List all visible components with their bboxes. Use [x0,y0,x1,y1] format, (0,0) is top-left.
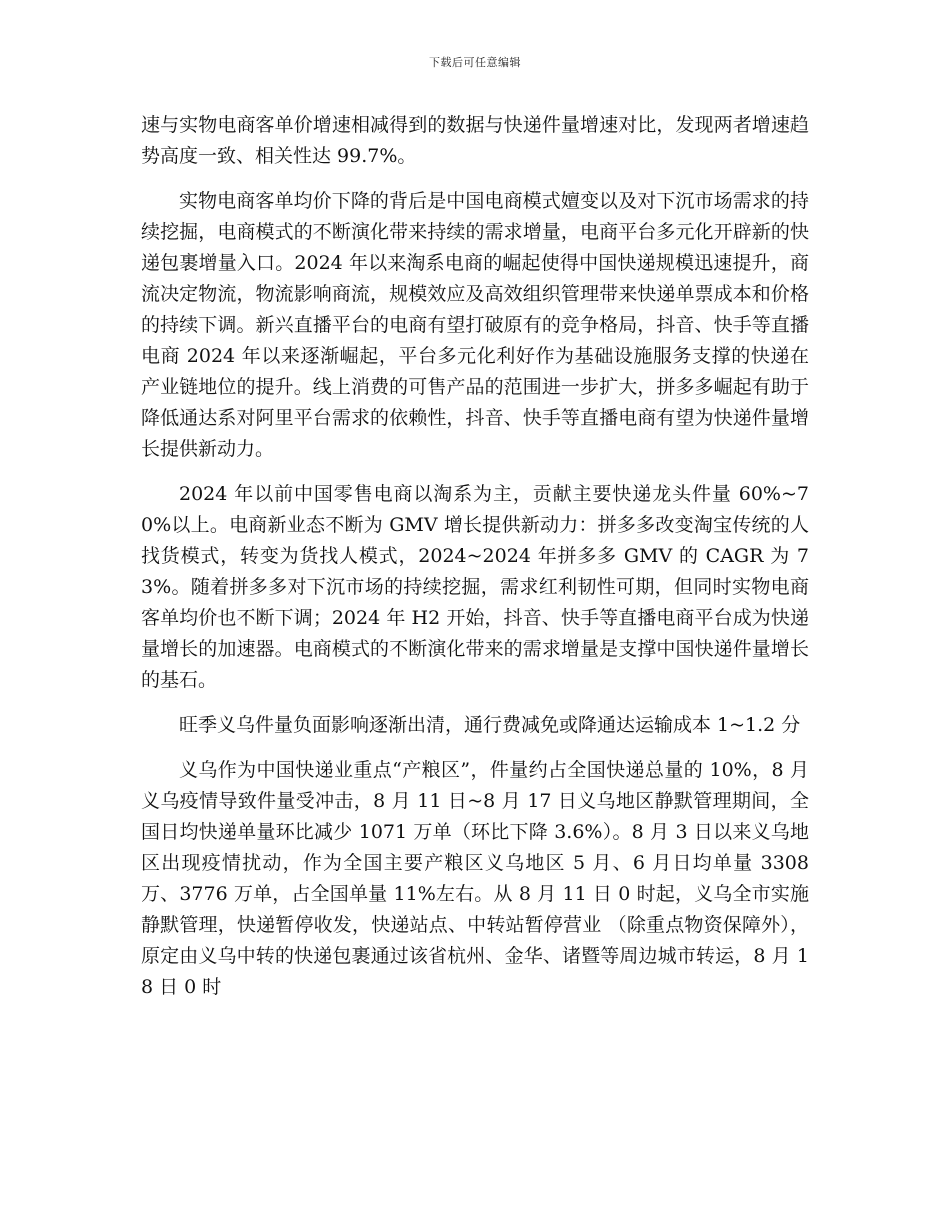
paragraph-5: 义乌作为中国快递业重点“产粮区”，件量约占全国快递总量的 10%，8 月义乌疫情导致件量受冲击，8 月 11 日~8 月 17 日义乌地区静默管理期间，全国日均快递单量环比减少 1071 万单（环比下降 3.6%）。8 月 3 日以来义乌地区出现疫情扰动，作为全国主要产粮区义乌地区 5 月、6 月日均单量 3308 万、3776 万单，占全国单量 11%左右。从 8 月 11 日 0 时起，义乌全市实施静默管理，快递暂停收发，快递站点、中转站暂停营业 （除重点物资保障外），原定由义乌中转的快递包裹通过该省杭州、金华、诸暨等周边城市转运，8 月 18 日 0 时 [141,759,809,998]
paragraph-2: 实物电商客单均价下降的背后是中国电商模式嬗变以及对下沉市场需求的持续挖掘，电商模式的不断演化带来持续的需求增量，电商平台多元化开辟新的快递包裹增量入口。2024 年以来淘系电商的崛起使得中国快递规模迅速提升，商流决定物流，物流影响商流，规模效应及高效组织管理带来快递单票成本和价格的持续下调。新兴直播平台的电商有望打破原有的竞争格局，抖音、快手等直播电商 2024 年以来逐渐崛起，平台多元化利好作为基础设施服务支撑的快递在产业链地位的提升。线上消费的可售产品的范围进一步扩大，拼多多崛起有助于降低通达系对阿里平台需求的依赖性，抖音、快手等直播电商有望为快递件量增长提供新动力。 [141,190,809,460]
paragraph-3: 2024 年以前中国零售电商以淘系为主，贡献主要快递龙头件量 60%~70%以上。电商新业态不断为 GMV 增长提供新动力：拼多多改变淘宝传统的人找货模式，转变为货找人模式，2024~2024 年拼多多 GMV 的 CAGR 为 73%。随着拼多多对下沉市场的持续挖掘，需求红利韧性可期，但同时实物电商客单均价也不断下调；2024 年 H2 开始，抖音、快手等直播电商平台成为快递量增长的加速器。电商模式的不断演化带来的需求增量是支撑中国快递件量增长的基石。 [141,483,809,691]
page-header: 下载后可任意编辑 [429,56,521,69]
document-body [141,110,809,1017]
paragraph-1: 速与实物电商客单价增速相减得到的数据与快递件量增速对比，发现两者增速趋势高度一致、相关性达 99.7%。 [141,114,809,167]
paragraph-4-heading: 旺季义乌件量负面影响逐渐出清，通行费减免或降通达运输成本 1~1.2 分 [179,714,801,736]
